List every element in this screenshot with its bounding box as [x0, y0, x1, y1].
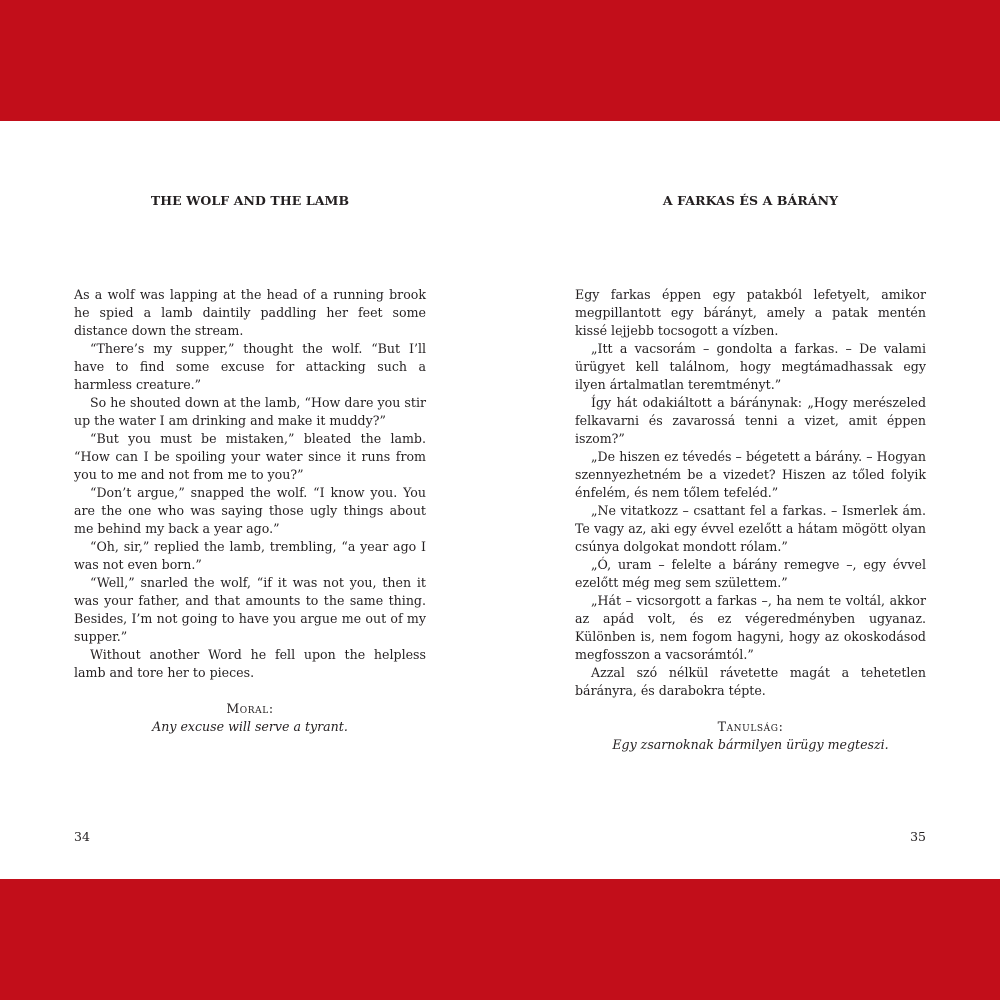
paragraph: Így hát odakiáltott a báránynak: „Hogy merészeled felkavarni és zavarossá tenni a vizet, amit éppen iszom?”	[575, 395, 926, 446]
left-page	[74, 121, 426, 879]
moral-label: Moral:	[226, 701, 274, 716]
paragraph: “Well,” snarled the wolf, “if it was not you, then it was your father, and that amounts to the same thing. Besides, I’m not going to have you argue me out of my supper.”	[74, 575, 426, 644]
moral-block	[74, 700, 426, 736]
moral-label: Tanulság:	[717, 719, 784, 734]
page-title: A FARKAS ÉS A BÁRÁNY	[662, 193, 839, 208]
right-page	[575, 121, 926, 879]
top-red-band	[0, 0, 1000, 121]
paragraph: Azzal szó nélkül rávetette magát a tehetetlen bárányra, és darabokra tépte.	[575, 665, 926, 698]
moral-text: Any excuse will serve a tyrant.	[152, 719, 348, 734]
paragraph: Without another Word he fell upon the helpless lamb and tore her to pieces.	[74, 647, 426, 680]
paragraph: „Ne vitatkozz – csattant fel a farkas. – Ismerlek ám. Te vagy az, aki egy évvel ezelőtt a hátam mögött olyan csúnya dolgokat mondott rólam.”	[575, 503, 926, 554]
paragraph: „Ó, uram – felelte a bárány remegve –, egy évvel ezelőtt még meg sem születtem.”	[575, 557, 926, 590]
paragraph: „Hát – vicsorgott a farkas –, ha nem te voltál, akkor az apád volt, és ez végeredményben ugyanaz. Különben is, nem fogom hagyni, hogy az okoskodásod megfosszon a vacsorámtól.”	[575, 593, 926, 662]
paragraph: So he shouted down at the lamb, “How dare you stir up the water I am drinking and make it muddy?”	[74, 395, 426, 428]
paragraph: “But you must be mistaken,” bleated the lamb. “How can I be spoiling your water since it runs from you to me and not from me to you?”	[74, 431, 426, 482]
page-title: THE WOLF AND THE LAMB	[150, 193, 350, 208]
paragraph: “There’s my supper,” thought the wolf. “But I’ll have to find some excuse for attacking such a harmless creature.”	[74, 341, 426, 392]
paragraph: „De hiszen ez tévedés – bégetett a bárány. – Hogyan szennyezhetném be a vizedet? Hiszen az tőled folyik énfelém, és nem tőlem tefeléd.”	[575, 449, 926, 500]
story-body	[74, 286, 426, 736]
moral-text: Egy zsarnoknak bármilyen ürügy megteszi.	[612, 737, 889, 752]
paragraph: As a wolf was lapping at the head of a running brook he spied a lamb daintily paddling her feet some distance down the stream.	[74, 287, 426, 338]
paragraph: “Oh, sir,” replied the lamb, trembling, “a year ago I was not even born.”	[74, 539, 426, 572]
moral-block	[575, 718, 926, 754]
bottom-red-band	[0, 879, 1000, 1000]
story-body	[575, 286, 926, 754]
paragraph: „Itt a vacsorám – gondolta a farkas. – De valami ürügyet kell találnom, hogy megtámadhassak egy ilyen ártalmatlan teremtményt.”	[575, 341, 926, 392]
page-number: 34	[74, 829, 90, 844]
page-number: 35	[910, 829, 926, 844]
paragraph: “Don’t argue,” snapped the wolf. “I know you. You are the one who was saying those ugly things about me behind my back a year ago.”	[74, 485, 426, 536]
paragraph: Egy farkas éppen egy patakból lefetyelt, amikor megpillantott egy bárányt, amely a patak mentén kissé lejjebb tocsogott a vízben.	[575, 287, 926, 338]
